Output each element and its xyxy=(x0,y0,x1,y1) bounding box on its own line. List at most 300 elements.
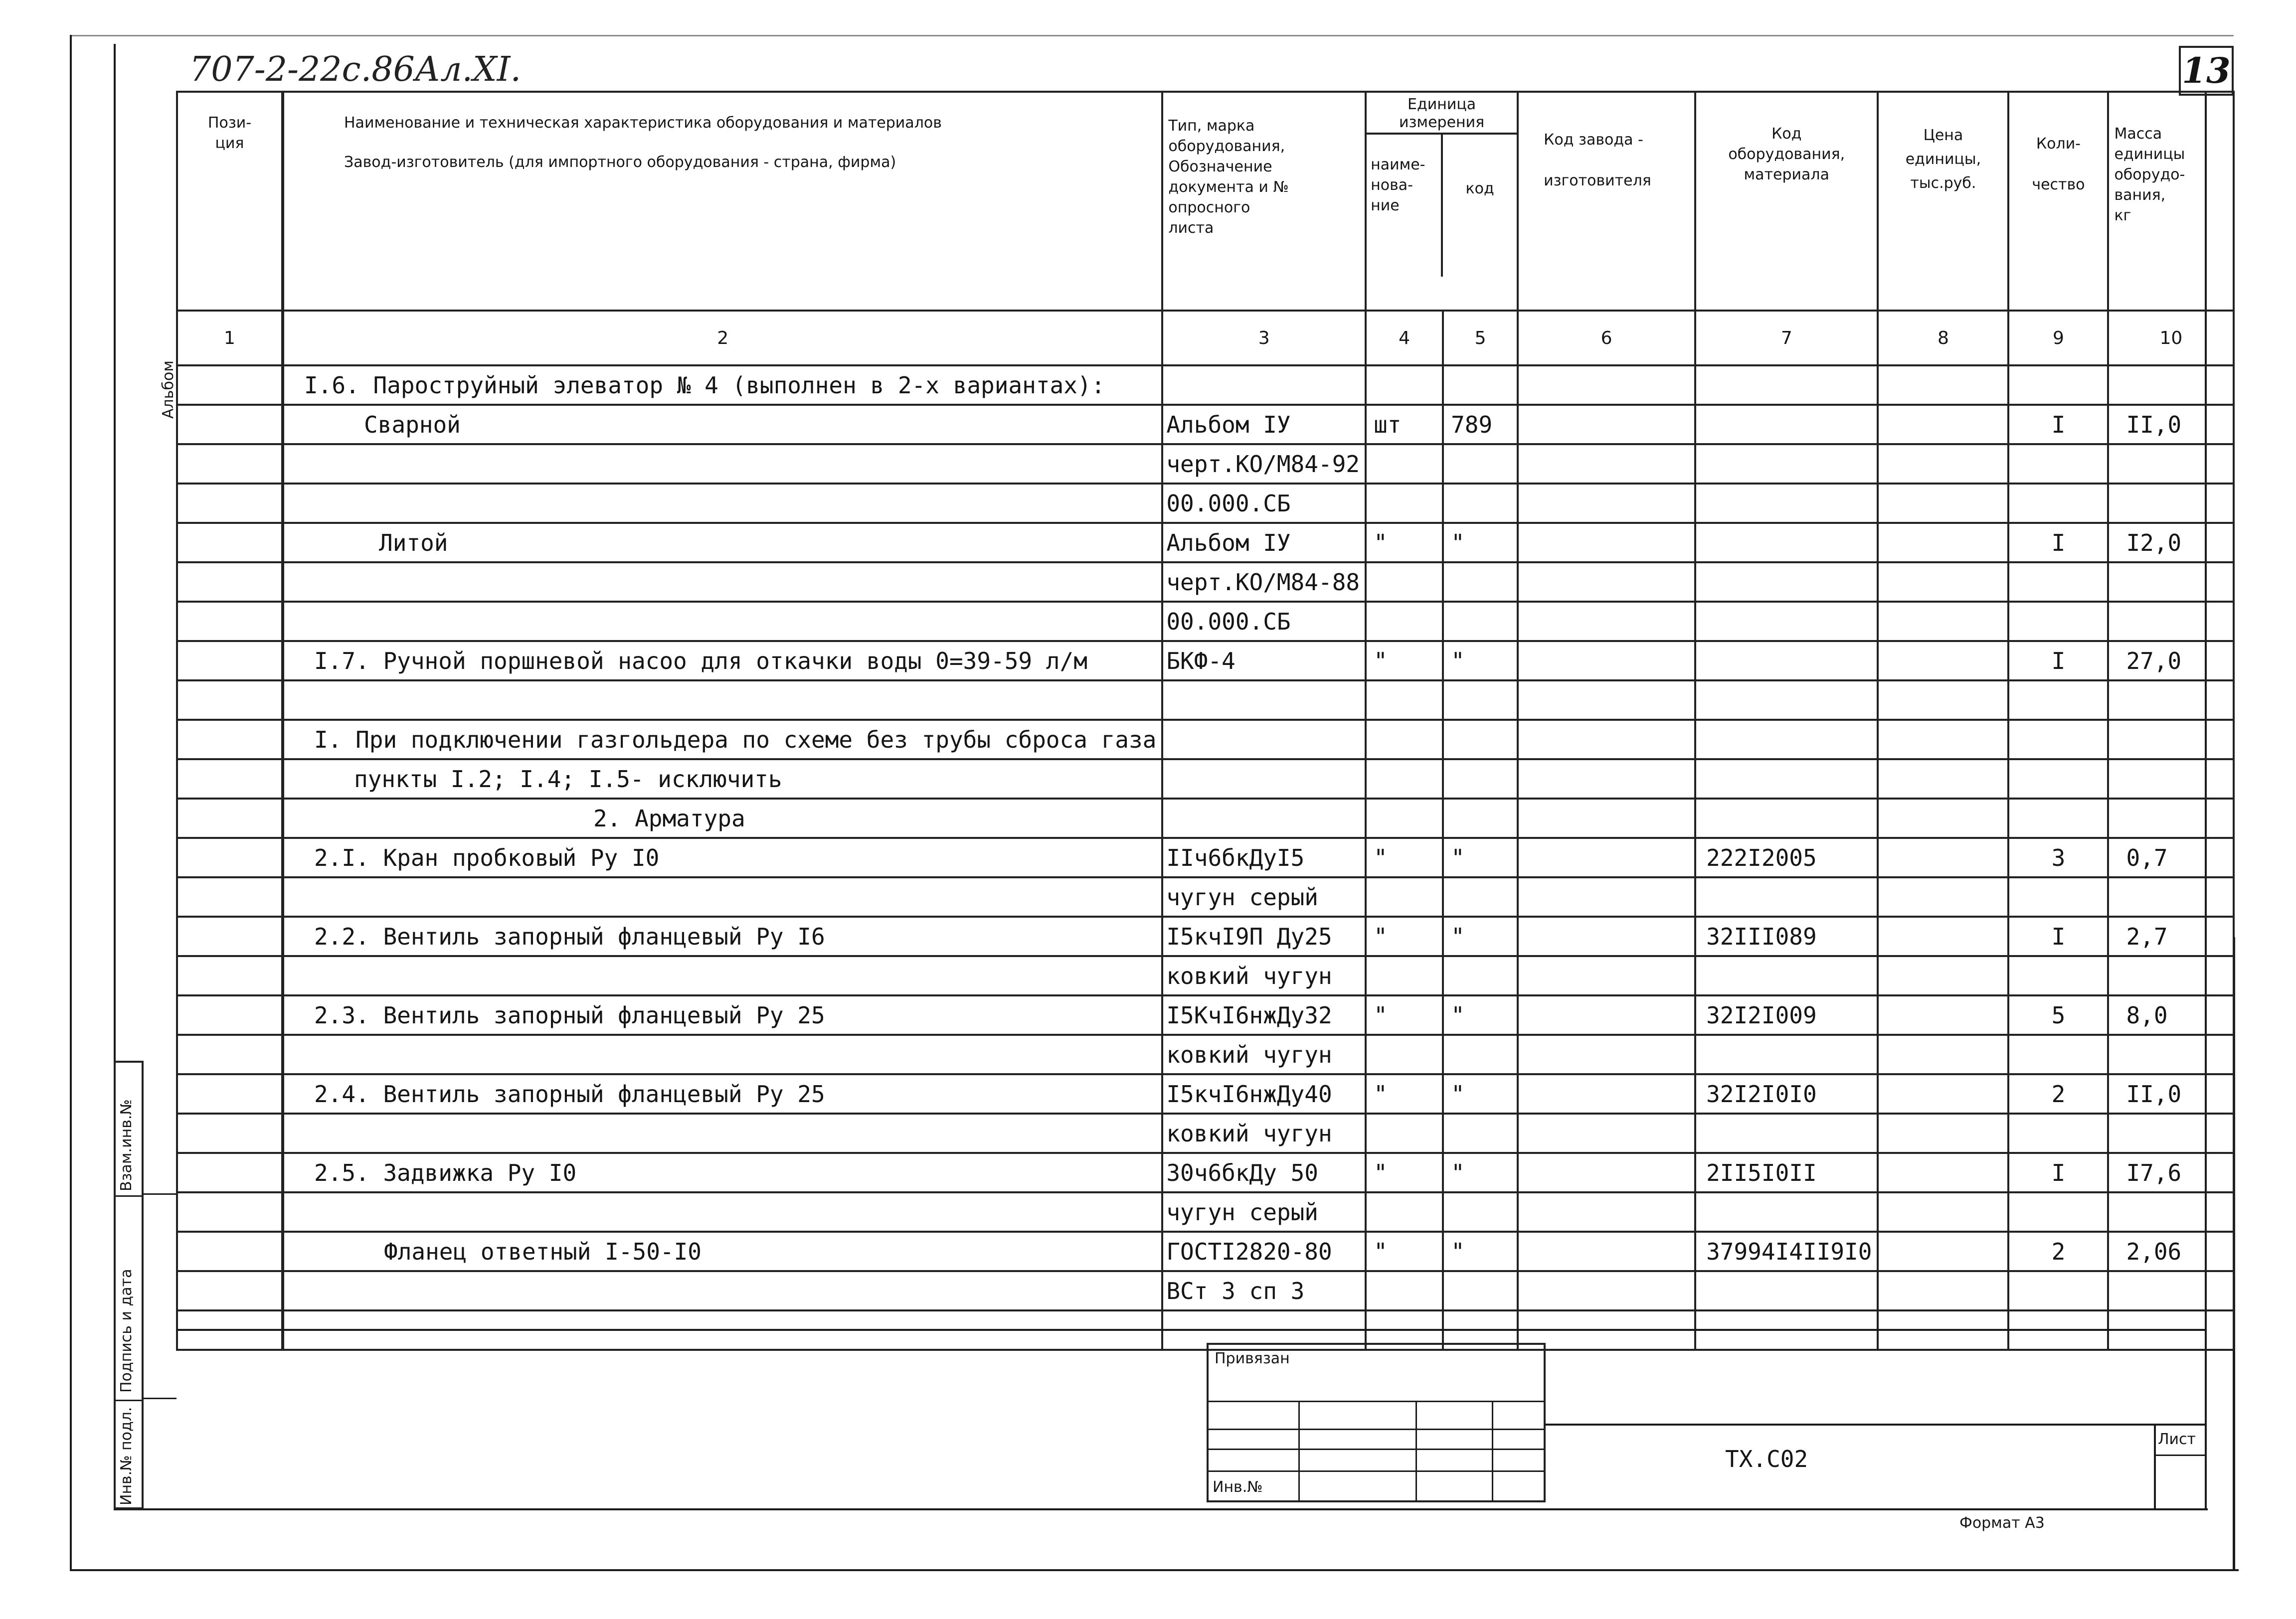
cell-code xyxy=(1443,602,1518,641)
cell-equip xyxy=(1695,562,1878,602)
cell-equip xyxy=(1695,956,1878,995)
table-row xyxy=(177,484,2234,523)
cell-code xyxy=(1443,1114,1518,1153)
cell-unit xyxy=(1366,484,1443,523)
column-number: 10 xyxy=(2108,311,2234,365)
cell-pos xyxy=(177,523,283,562)
table-row xyxy=(177,641,2234,680)
cell-equip xyxy=(1695,444,1878,484)
cell-plant xyxy=(1518,641,1695,680)
cell-unit xyxy=(1366,720,1443,759)
cell-price xyxy=(1878,877,2008,917)
cell-unit xyxy=(1366,1271,1443,1310)
column-number: 3 xyxy=(1162,311,1366,365)
cell-plant xyxy=(1518,1153,1695,1192)
cell-price xyxy=(1878,1232,2008,1271)
cell-name xyxy=(283,1271,1162,1310)
attached-label: Привязан xyxy=(1215,1350,1290,1367)
cell-unit: шт xyxy=(1366,405,1443,444)
cell-name: 2.3. Вентиль запорный фланцевый Ру 25 xyxy=(283,995,1162,1035)
cell-price xyxy=(1878,680,2008,720)
cell-equip xyxy=(1695,484,1878,523)
cell-pos xyxy=(177,759,283,799)
cell-mass xyxy=(2108,562,2234,602)
cell-equip xyxy=(1695,1192,1878,1232)
cell-price xyxy=(1878,405,2008,444)
cell-unit: " xyxy=(1366,995,1443,1035)
cell-pos xyxy=(177,956,283,995)
cell-pos xyxy=(177,562,283,602)
header-name-line1: Наименование и техническая характеристика оборудования и материалов xyxy=(344,114,942,132)
cell-name xyxy=(283,680,1162,720)
cell-plant xyxy=(1518,523,1695,562)
column-number: 7 xyxy=(1695,311,1878,365)
table-row xyxy=(177,838,2234,877)
cell-pos xyxy=(177,680,283,720)
cell-mass xyxy=(2108,956,2234,995)
header-price: Цена единицы, тыс.руб. xyxy=(1878,92,2008,311)
cell-name xyxy=(283,444,1162,484)
cell-equip xyxy=(1695,641,1878,680)
cell-price xyxy=(1878,1153,2008,1192)
cell-type: черт.КО/М84-92 xyxy=(1162,444,1366,484)
cell-equip xyxy=(1695,720,1878,759)
cell-code xyxy=(1443,1271,1518,1310)
cell-type xyxy=(1162,680,1366,720)
cell-mass: II,0 xyxy=(2108,1074,2234,1114)
cell-equip xyxy=(1695,1114,1878,1153)
cell-unit: " xyxy=(1366,1074,1443,1114)
cell-mass xyxy=(2108,759,2234,799)
header-plant-code: Код завода - изготовителя xyxy=(1518,92,1695,311)
column-number: 1 xyxy=(177,311,283,365)
document-code: ТХ.С02 xyxy=(1725,1446,1808,1472)
cell-qty xyxy=(2008,759,2108,799)
cell-qty xyxy=(2008,444,2108,484)
cell-type: 30ч6бкДу 50 xyxy=(1162,1153,1366,1192)
table-row xyxy=(177,1271,2234,1310)
cell-equip: 222I2005 xyxy=(1695,838,1878,877)
cell-pos xyxy=(177,444,283,484)
cell-pos xyxy=(177,1153,283,1192)
column-number: 5 xyxy=(1443,311,1518,365)
sheet-label: Лист xyxy=(2158,1431,2196,1448)
cell-qty xyxy=(2008,1035,2108,1074)
table-row xyxy=(177,1074,2234,1114)
table-row xyxy=(177,680,2234,720)
cell-qty: I xyxy=(2008,405,2108,444)
cell-plant xyxy=(1518,995,1695,1035)
cell-qty: I xyxy=(2008,1153,2108,1192)
cell-plant xyxy=(1518,602,1695,641)
cell-qty xyxy=(2008,602,2108,641)
cell-mass xyxy=(2108,720,2234,759)
table-row xyxy=(177,1035,2234,1074)
column-number: 9 xyxy=(2008,311,2108,365)
table-row xyxy=(177,1232,2234,1271)
cell-mass xyxy=(2108,1271,2234,1310)
cell-plant xyxy=(1518,917,1695,956)
table-row xyxy=(177,799,2234,838)
cell-name: 2.4. Вентиль запорный фланцевый Ру 25 xyxy=(283,1074,1162,1114)
specification-table xyxy=(176,91,2235,1351)
cell-qty: I xyxy=(2008,917,2108,956)
cell-pos xyxy=(177,1271,283,1310)
cell-name xyxy=(283,562,1162,602)
cell-name: пункты I.2; I.4; I.5- исключить xyxy=(283,759,1162,799)
cell-unit xyxy=(1366,444,1443,484)
header-unit-group xyxy=(1366,92,1518,311)
header-equipment-code: Код оборудования, материала xyxy=(1695,92,1878,311)
cell-type: IIч6бкДуI5 xyxy=(1162,838,1366,877)
cell-price xyxy=(1878,838,2008,877)
header-mass: Масса единицы оборудо- вания, кг xyxy=(2108,92,2234,311)
cell-price xyxy=(1878,1114,2008,1153)
cell-unit xyxy=(1366,877,1443,917)
table-row xyxy=(177,365,2234,405)
cell-qty: I xyxy=(2008,641,2108,680)
sheet-number-box xyxy=(2179,46,2234,96)
cell-equip: 32I2I0I0 xyxy=(1695,1074,1878,1114)
header-unit-title: Единица измерения xyxy=(1367,93,1517,135)
cell-type xyxy=(1162,720,1366,759)
cell-price xyxy=(1878,1074,2008,1114)
cell-name: 2.2. Вентиль запорный фланцевый Ру I6 xyxy=(283,917,1162,956)
sheet-bottom-border xyxy=(70,1569,2239,1571)
cell-price xyxy=(1878,365,2008,405)
cell-code: " xyxy=(1443,1074,1518,1114)
cell-qty xyxy=(2008,956,2108,995)
column-number: 2 xyxy=(283,311,1162,365)
cell-plant xyxy=(1518,838,1695,877)
column-number: 8 xyxy=(1878,311,2008,365)
side-album-label: Альбом xyxy=(160,360,177,419)
cell-mass xyxy=(2108,484,2234,523)
column-numbers-row xyxy=(177,311,2234,365)
cell-mass: 2,06 xyxy=(2108,1232,2234,1271)
cell-plant xyxy=(1518,444,1695,484)
cell-pos xyxy=(177,995,283,1035)
cell-plant xyxy=(1518,1232,1695,1271)
cell-price xyxy=(1878,1192,2008,1232)
cell-type: 00.000.СБ xyxy=(1162,484,1366,523)
cell-unit xyxy=(1366,1114,1443,1153)
table-row xyxy=(177,562,2234,602)
cell-code: " xyxy=(1443,1153,1518,1192)
table-row xyxy=(177,602,2234,641)
cell-type: ковкий чугун xyxy=(1162,956,1366,995)
cell-code xyxy=(1443,759,1518,799)
cell-code: " xyxy=(1443,995,1518,1035)
cell-type: ГОСТI2820-80 xyxy=(1162,1232,1366,1271)
cell-qty: 3 xyxy=(2008,838,2108,877)
cell-type: Альбом IУ xyxy=(1162,405,1366,444)
header-name-line2: Завод-изготовитель (для импортного оборудования - страна, фирма) xyxy=(344,154,896,171)
table-row xyxy=(177,917,2234,956)
cell-unit xyxy=(1366,562,1443,602)
cell-pos xyxy=(177,917,283,956)
table-row xyxy=(177,523,2234,562)
cell-equip xyxy=(1695,405,1878,444)
cell-unit xyxy=(1366,759,1443,799)
cell-mass xyxy=(2108,1192,2234,1232)
cell-code: 789 xyxy=(1443,405,1518,444)
cell-code xyxy=(1443,444,1518,484)
cell-equip xyxy=(1695,365,1878,405)
cell-plant xyxy=(1518,1114,1695,1153)
cell-code xyxy=(1443,562,1518,602)
cell-pos xyxy=(177,1074,283,1114)
cell-mass: II,0 xyxy=(2108,405,2234,444)
cell-mass: 27,0 xyxy=(2108,641,2234,680)
cell-plant xyxy=(1518,799,1695,838)
cell-equip: 32I2I009 xyxy=(1695,995,1878,1035)
cell-type xyxy=(1162,759,1366,799)
cell-type: БКФ-4 xyxy=(1162,641,1366,680)
column-number: 6 xyxy=(1518,311,1695,365)
cell-plant xyxy=(1518,1271,1695,1310)
cell-name: Литой xyxy=(283,523,1162,562)
cell-unit xyxy=(1366,956,1443,995)
table-row xyxy=(177,720,2234,759)
cell-mass: 2,7 xyxy=(2108,917,2234,956)
cell-unit: " xyxy=(1366,838,1443,877)
sheet-label-divider xyxy=(2154,1424,2156,1509)
cell-type: I5кчI9П Ду25 xyxy=(1162,917,1366,956)
cell-pos xyxy=(177,838,283,877)
cell-code xyxy=(1443,877,1518,917)
cell-code: " xyxy=(1443,838,1518,877)
cell-mass xyxy=(2108,1114,2234,1153)
cell-mass xyxy=(2108,365,2234,405)
cell-unit: " xyxy=(1366,1153,1443,1192)
cell-name: 2.5. Задвижка Ру I0 xyxy=(283,1153,1162,1192)
cell-mass xyxy=(2108,877,2234,917)
cell-pos xyxy=(177,641,283,680)
cell-type: 00.000.СБ xyxy=(1162,602,1366,641)
cell-unit: " xyxy=(1366,1232,1443,1271)
cell-pos xyxy=(177,1114,283,1153)
cell-price xyxy=(1878,759,2008,799)
sheet-number: 13 xyxy=(2182,50,2231,91)
cell-qty xyxy=(2008,720,2108,759)
margin-podpis-data: Подпись и дата xyxy=(118,1269,135,1393)
cell-price xyxy=(1878,995,2008,1035)
cell-type xyxy=(1162,799,1366,838)
cell-unit xyxy=(1366,680,1443,720)
cell-equip: 37994I4II9I0 xyxy=(1695,1232,1878,1271)
cell-plant xyxy=(1518,759,1695,799)
handwritten-project-code: 707-2-22с.86Ал.XI. xyxy=(189,50,522,89)
cell-type: черт.КО/М84-88 xyxy=(1162,562,1366,602)
cell-name xyxy=(283,602,1162,641)
table-row xyxy=(177,759,2234,799)
cell-price xyxy=(1878,1035,2008,1074)
header-name xyxy=(283,92,1162,311)
cell-name xyxy=(283,484,1162,523)
cell-unit xyxy=(1366,1192,1443,1232)
cell-code xyxy=(1443,720,1518,759)
table-row xyxy=(177,956,2234,995)
cell-pos xyxy=(177,1192,283,1232)
attached-stamp-box xyxy=(1207,1343,1546,1502)
cell-equip xyxy=(1695,602,1878,641)
table-row xyxy=(177,405,2234,444)
cell-price xyxy=(1878,562,2008,602)
cell-pos xyxy=(177,405,283,444)
cell-mass: 8,0 xyxy=(2108,995,2234,1035)
table-row xyxy=(177,1192,2234,1232)
cell-equip xyxy=(1695,1035,1878,1074)
cell-equip xyxy=(1695,759,1878,799)
cell-qty xyxy=(2008,1114,2108,1153)
cell-qty xyxy=(2008,680,2108,720)
cell-price xyxy=(1878,444,2008,484)
cell-code xyxy=(1443,1192,1518,1232)
cell-unit: " xyxy=(1366,641,1443,680)
cell-unit xyxy=(1366,799,1443,838)
cell-plant xyxy=(1518,365,1695,405)
cell-qty xyxy=(2008,484,2108,523)
margin-stamp-col2 xyxy=(142,1061,177,1509)
cell-equip: 2II5I0II xyxy=(1695,1153,1878,1192)
cell-qty: 5 xyxy=(2008,995,2108,1035)
cell-price xyxy=(1878,1271,2008,1310)
cell-type: чугун серый xyxy=(1162,877,1366,917)
cell-pos xyxy=(177,602,283,641)
cell-mass xyxy=(2108,1035,2234,1074)
cell-price xyxy=(1878,602,2008,641)
cell-mass: 0,7 xyxy=(2108,838,2234,877)
cell-equip xyxy=(1695,680,1878,720)
cell-type: ковкий чугун xyxy=(1162,1035,1366,1074)
sheet-label-underline xyxy=(2154,1455,2206,1456)
cell-code xyxy=(1443,484,1518,523)
cell-code xyxy=(1443,365,1518,405)
frame-bottom xyxy=(114,1508,2208,1510)
title-block-top xyxy=(1544,1424,2207,1426)
header-type: Тип, марка оборудования, Обозначение документа и № опросного листа xyxy=(1162,92,1366,311)
stamp-top-line xyxy=(176,1329,2206,1331)
cell-price xyxy=(1878,917,2008,956)
cell-name: I.6. Пароструйный элеватор № 4 (выполнен в 2-х вариантах): xyxy=(283,365,1162,405)
cell-price xyxy=(1878,720,2008,759)
cell-qty xyxy=(2008,877,2108,917)
cell-mass xyxy=(2108,444,2234,484)
cell-plant xyxy=(1518,562,1695,602)
cell-price xyxy=(1878,523,2008,562)
cell-pos xyxy=(177,1035,283,1074)
cell-type: ВСт 3 сп 3 xyxy=(1162,1271,1366,1310)
cell-pos xyxy=(177,484,283,523)
cell-unit xyxy=(1366,365,1443,405)
cell-plant xyxy=(1518,877,1695,917)
cell-mass: I2,0 xyxy=(2108,523,2234,562)
cell-qty: I xyxy=(2008,523,2108,562)
cell-qty xyxy=(2008,799,2108,838)
cell-code: " xyxy=(1443,523,1518,562)
cell-plant xyxy=(1518,1035,1695,1074)
table-row xyxy=(177,444,2234,484)
cell-name: Фланец ответный I-50-I0 xyxy=(283,1232,1162,1271)
cell-type: I5кчI6нжДу40 xyxy=(1162,1074,1366,1114)
cell-code xyxy=(1443,680,1518,720)
cell-equip: 32III089 xyxy=(1695,917,1878,956)
cell-code xyxy=(1443,956,1518,995)
cell-name: I. При подключении газгольдера по схеме без трубы сброса газа xyxy=(283,720,1162,759)
cell-price xyxy=(1878,799,2008,838)
cell-qty: 2 xyxy=(2008,1074,2108,1114)
header-unit-name: наиме- нова- ние xyxy=(1367,135,1443,277)
format-label: Формат А3 xyxy=(1959,1514,2045,1532)
table-row xyxy=(177,877,2234,917)
cell-name xyxy=(283,956,1162,995)
table-row xyxy=(177,1114,2234,1153)
cell-qty xyxy=(2008,562,2108,602)
header-unit-code: код xyxy=(1465,180,1494,197)
cell-name: I.7. Ручной поршневой насоо для откачки воды 0=39-59 л/м xyxy=(283,641,1162,680)
header-row xyxy=(177,92,2234,311)
cell-name: 2.I. Кран пробковый Ру I0 xyxy=(283,838,1162,877)
cell-code: " xyxy=(1443,641,1518,680)
cell-code xyxy=(1443,799,1518,838)
cell-code: " xyxy=(1443,1232,1518,1271)
inv-label: Инв.№ xyxy=(1213,1478,1263,1496)
cell-code: " xyxy=(1443,917,1518,956)
cell-mass xyxy=(2108,799,2234,838)
cell-qty xyxy=(2008,1271,2108,1310)
header-quantity: Коли- чество xyxy=(2008,92,2108,311)
cell-name xyxy=(283,1114,1162,1153)
cell-unit: " xyxy=(1366,523,1443,562)
cell-pos xyxy=(177,799,283,838)
cell-plant xyxy=(1518,1074,1695,1114)
cell-pos xyxy=(177,877,283,917)
cell-unit xyxy=(1366,602,1443,641)
cell-type xyxy=(1162,365,1366,405)
table-row xyxy=(177,995,2234,1035)
cell-name xyxy=(283,1035,1162,1074)
cell-price xyxy=(1878,641,2008,680)
cell-pos xyxy=(177,720,283,759)
cell-plant xyxy=(1518,680,1695,720)
cell-type: Альбом IУ xyxy=(1162,523,1366,562)
margin-vzam-inv: Взам.инв.№ xyxy=(118,1099,135,1191)
cell-price xyxy=(1878,956,2008,995)
cell-plant xyxy=(1518,1192,1695,1232)
cell-plant xyxy=(1518,484,1695,523)
sheet-left-border xyxy=(70,35,72,1570)
cell-unit xyxy=(1366,1035,1443,1074)
cell-plant xyxy=(1518,956,1695,995)
cell-pos xyxy=(177,1232,283,1271)
cell-qty xyxy=(2008,365,2108,405)
cell-type: I5КчI6нжДу32 xyxy=(1162,995,1366,1035)
cell-equip xyxy=(1695,799,1878,838)
cell-type: чугун серый xyxy=(1162,1192,1366,1232)
cell-unit: " xyxy=(1366,917,1443,956)
margin-inv-podl: Инв.№ подл. xyxy=(118,1407,135,1505)
cell-equip xyxy=(1695,877,1878,917)
cell-mass xyxy=(2108,602,2234,641)
cell-plant xyxy=(1518,720,1695,759)
cell-pos xyxy=(177,365,283,405)
cell-name: Сварной xyxy=(283,405,1162,444)
cell-plant xyxy=(1518,405,1695,444)
cell-name xyxy=(283,877,1162,917)
cell-type: ковкий чугун xyxy=(1162,1114,1366,1153)
sheet-top-border xyxy=(70,35,2234,36)
